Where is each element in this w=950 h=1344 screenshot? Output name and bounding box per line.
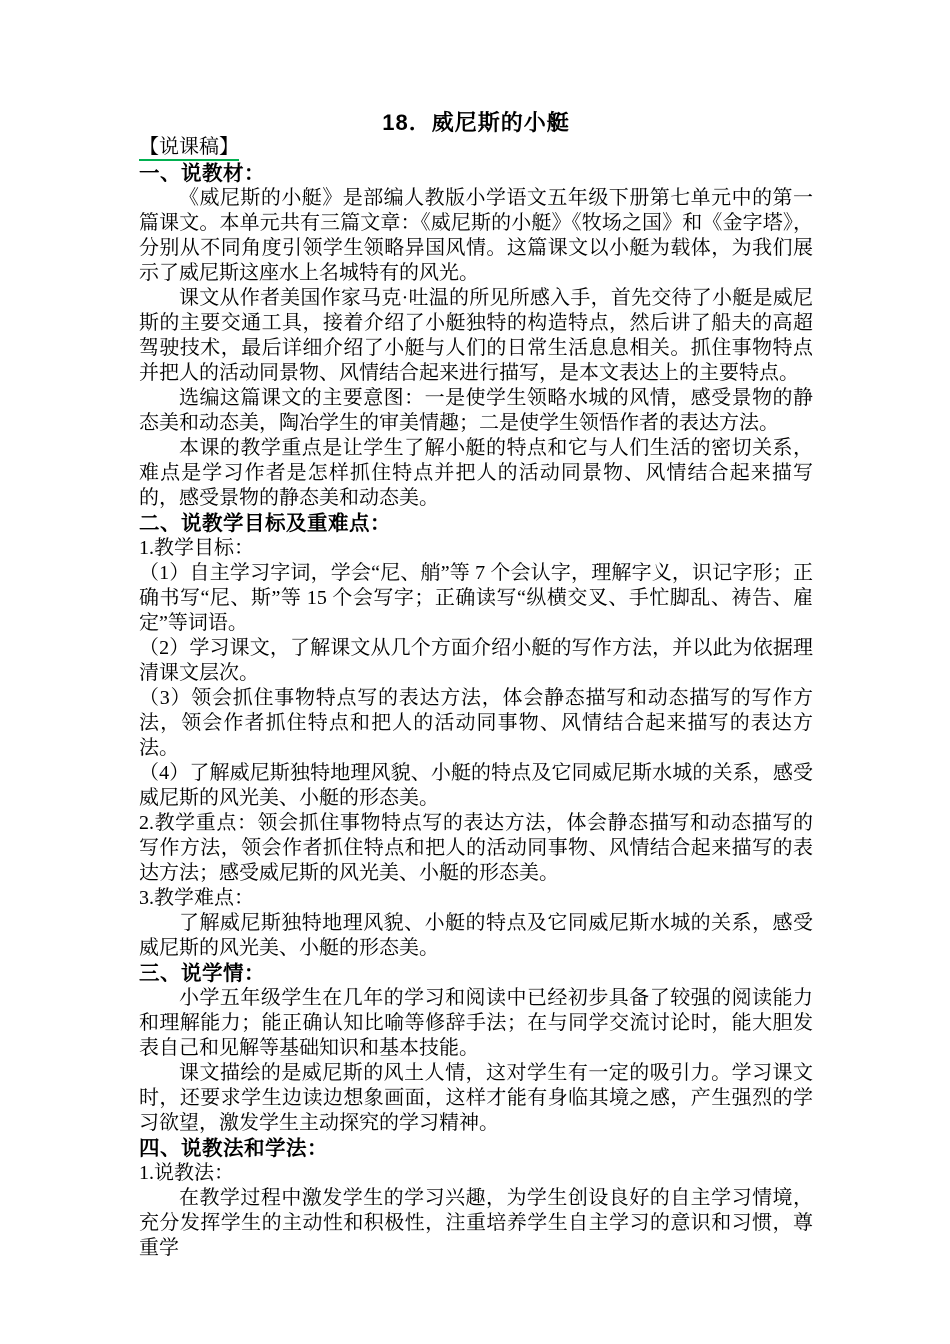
section-heading-shuo-jiaocai: 一、说教材： — [139, 162, 265, 185]
list-item-difficult-points: 3.教学难点： — [139, 887, 254, 909]
list-item-teaching-goals: 1.教学目标： — [139, 537, 254, 559]
list-item-key-points: 2.教学重点：领会抓住事物特点写的表达方法，体会静态描写和动态描写的写作方法，领会作者抓住特点和把人的活动同事物、风情结合起来描写的表达方法；感受威尼斯的风光美、小艇的形态美。 — [139, 812, 813, 884]
document-title: 18．威尼斯的小艇 — [382, 110, 570, 135]
section-heading-jiaofa-xuefa: 四、说教法和学法： — [139, 1137, 328, 1160]
doc-tag-line — [139, 135, 813, 161]
list-item-goal-2: （2）学习课文，了解课文从几个方面介绍小艇的写作方法，并以此为依据理清课文层次。 — [139, 637, 813, 684]
paragraph: 《威尼斯的小艇》是部编人教版小学语文五年级下册第七单元中的第一篇课文。本单元共有三篇文章：《威尼斯的小艇》《牧场之国》和《金字塔》，分别从不同角度引领学生领略异国风情。这篇课文以小艇为载体，为我们展示了威尼斯这座水上名城特有的风光。 — [139, 187, 813, 284]
paragraph: 了解威尼斯独特地理风貌、小艇的特点及它同威尼斯水城的关系，感受威尼斯的风光美、小艇的形态美。 — [139, 912, 813, 959]
section-heading-shuo-xueqing: 三、说学情： — [139, 962, 265, 985]
paragraph: 课文描绘的是威尼斯的风土人情，这对学生有一定的吸引力。学习课文时，还要求学生边读边想象画面，这样才能有身临其境之感，产生强烈的学习欲望，激发学生主动探究的学习精神。 — [139, 1062, 813, 1134]
list-item-teaching-method: 1.说教法： — [139, 1162, 234, 1184]
list-item-goal-4: （4）了解威尼斯独特地理风貌、小艇的特点及它同威尼斯水城的关系，感受威尼斯的风光美、小艇的形态美。 — [139, 762, 813, 809]
list-item-goal-1: （1）自主学习字词，学会“尼、艄”等 7 个会认字，理解字义，识记字形；正确书写“尼、斯”等 15 个会写字；正确读写“纵横交叉、手忙脚乱、祷告、雇定”等词语。 — [139, 562, 813, 634]
doc-tag: 【说课稿】 — [139, 136, 239, 161]
section-heading-jiaoxue-mubiao: 二、说教学目标及重难点： — [139, 512, 391, 535]
paragraph: 选编这篇课文的主要意图：一是使学生领略水城的风情，感受景物的静态美和动态美，陶冶学生的审美情趣；二是使学生领悟作者的表达方法。 — [139, 387, 813, 434]
paragraph: 在教学过程中激发学生的学习兴趣，为学生创设良好的自主学习情境，充分发挥学生的主动性和积极性，注重培养学生自主学习的意识和习惯，尊重学 — [139, 1187, 813, 1259]
paragraph: 小学五年级学生在几年的学习和阅读中已经初步具备了较强的阅读能力和理解能力；能正确认知比喻等修辞手法；在与同学交流讨论时，能大胆发表自己和见解等基础知识和基本技能。 — [139, 987, 813, 1059]
paragraph: 本课的教学重点是让学生了解小艇的特点和它与人们生活的密切关系，难点是学习作者是怎样抓住特点并把人的活动同景物、风情结合起来描写的，感受景物的静态美和动态美。 — [139, 437, 813, 509]
paragraph: 课文从作者美国作家马克·吐温的所见所感入手，首先交待了小艇是威尼斯的主要交通工具，接着介绍了小艇独特的构造特点，然后讲了船夫的高超驾驶技术，最后详细介绍了小艇与人们的日常生活息息相关。抓住事物特点并把人的活动同景物、风情结合起来进行描写，是本文表达上的主要特点。 — [139, 287, 813, 384]
list-item-goal-3: （3）领会抓住事物特点写的表达方法，体会静态描写和动态描写的写作方法，领会作者抓住特点和把人的活动同事物、风情结合起来描写的表达方法。 — [139, 687, 813, 759]
